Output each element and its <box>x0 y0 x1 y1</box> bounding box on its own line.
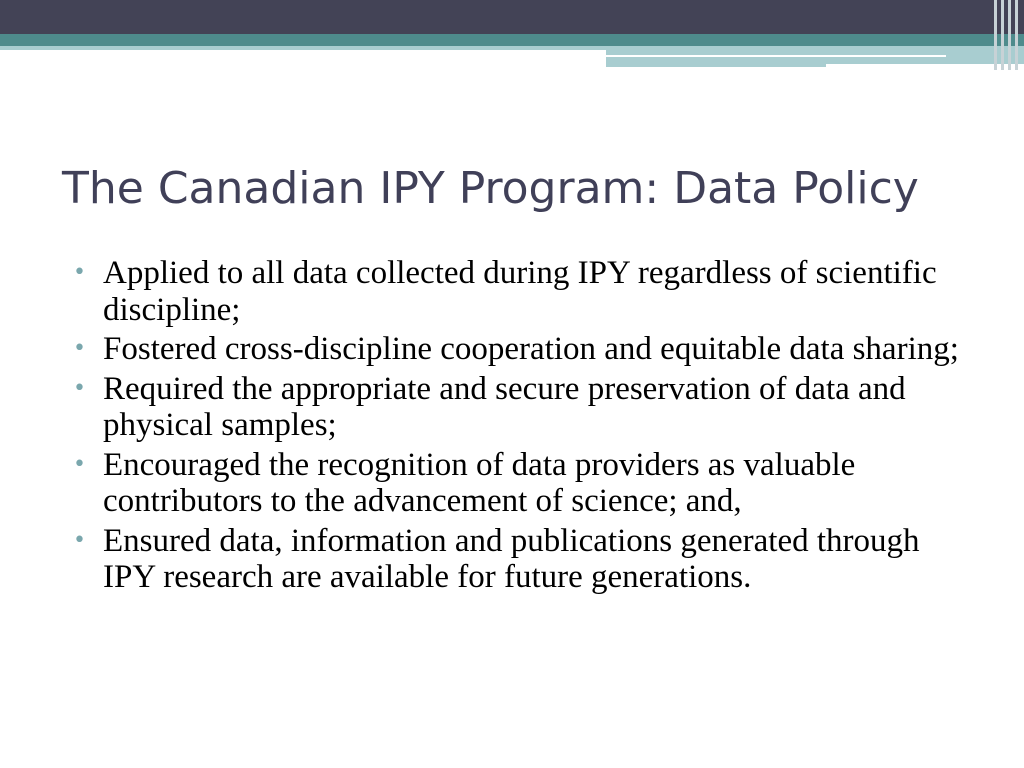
bullet-text: Applied to all data collected during IPY regardless of scientific discipline; <box>103 255 937 328</box>
bullet-text: Ensured data, information and publications generated through IPY research are available for future generations. <box>103 522 920 595</box>
bullet-text: Fostered cross-discipline cooperation and equitable data sharing; <box>103 331 959 367</box>
header-band-right-line <box>606 55 946 57</box>
header-stripe <box>994 0 997 70</box>
bullet-icon: • <box>73 260 86 285</box>
bullet-list <box>68 255 978 599</box>
bullet-item <box>68 371 978 444</box>
header-band-right-line <box>606 64 826 67</box>
bullet-icon: • <box>73 527 86 553</box>
header-band-teal <box>0 34 1024 46</box>
bullet-item <box>68 255 978 328</box>
header-stripes <box>990 0 1024 70</box>
bullet-icon: • <box>73 451 86 477</box>
bullet-item <box>68 523 978 596</box>
header-band-right-step <box>606 50 1024 64</box>
slide-title: The Canadian IPY Program: Data Policy <box>62 163 919 214</box>
bullet-item <box>68 331 978 368</box>
bullet-icon: • <box>73 375 86 401</box>
bullet-text: Encouraged the recognition of data providers as valuable contributors to the advancement of science; and, <box>103 446 856 519</box>
header-band-dark <box>0 0 1024 34</box>
bullet-item <box>68 447 978 520</box>
header-stripe <box>1015 0 1018 70</box>
header-stripe <box>1001 0 1004 70</box>
bullet-text: Required the appropriate and secure preservation of data and physical samples; <box>103 370 906 443</box>
header-stripe <box>1008 0 1011 70</box>
bullet-icon: • <box>73 336 86 361</box>
